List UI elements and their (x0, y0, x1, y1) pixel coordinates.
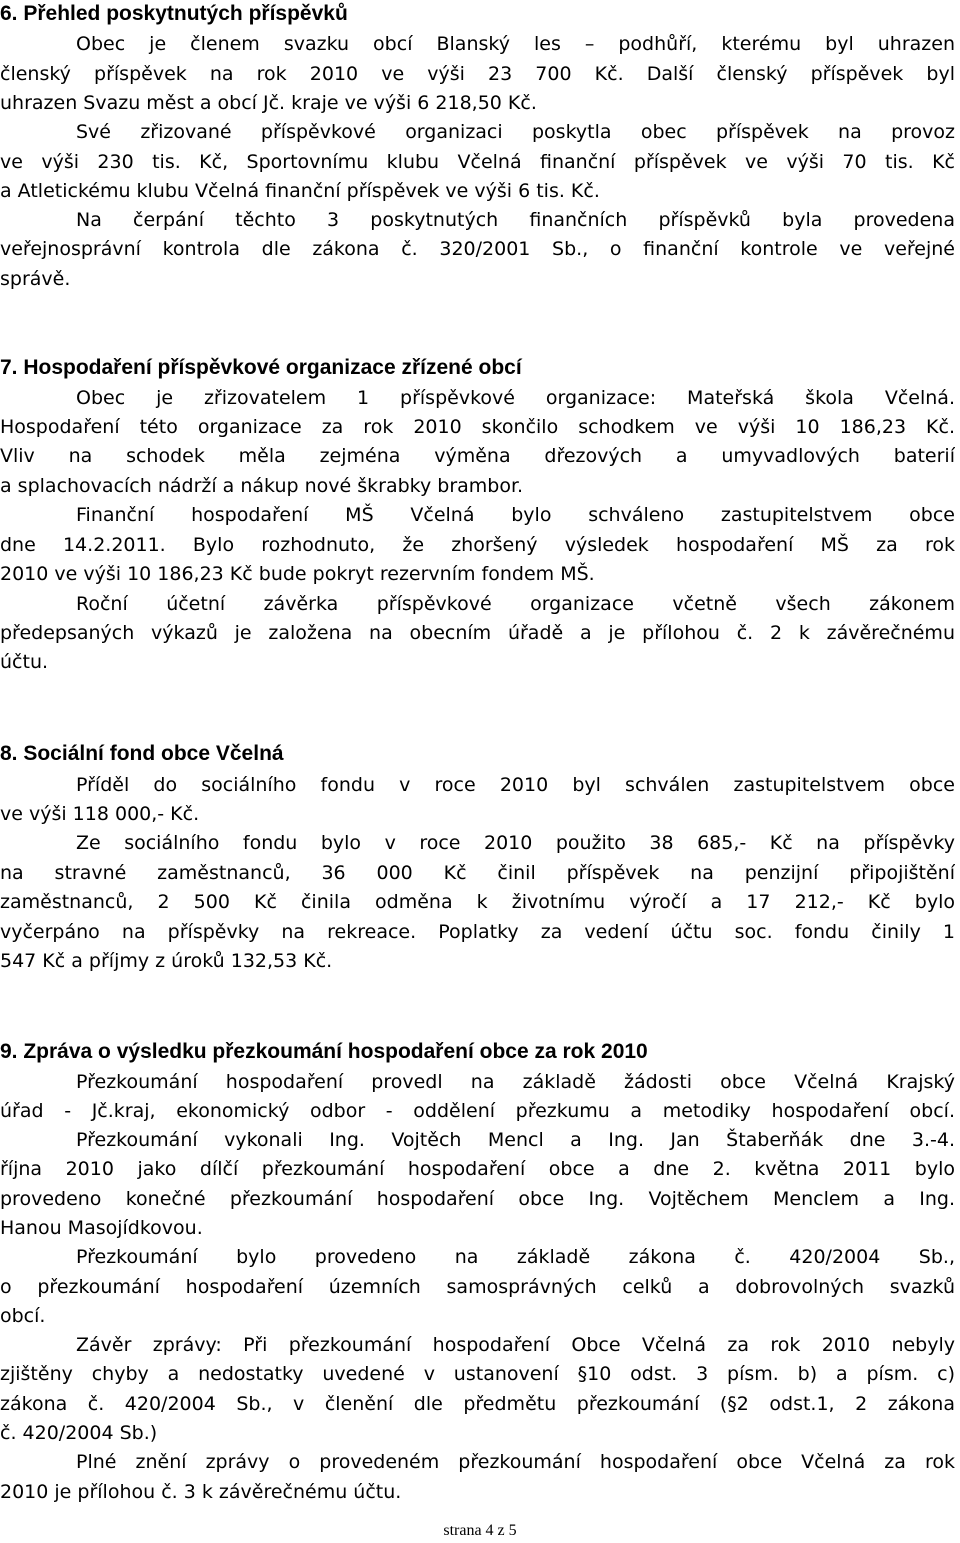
section-6-line: veřejnosprávní kontrola dle zákona č. 320/2001 Sb., o finanční kontrole ve veřejné (0, 238, 955, 260)
section-9-line: úřad - Jč.kraj, ekonomický odbor - oddělení přezkumu a metodiky hospodaření obcí. (0, 1100, 955, 1122)
section-8-title: 8. Sociální fond obce Včelná (0, 742, 284, 765)
section-9-line: 2010 je přílohou č. 3 k závěrečnému účtu. (0, 1481, 402, 1503)
section-7-line: dne 14.2.2011. Bylo rozhodnuto, že zhoršený výsledek hospodaření MŠ za rok (0, 534, 955, 556)
section-6-title: 6. Přehled poskytnutých příspěvků (0, 2, 348, 25)
section-9-line: Přezkoumání hospodaření provedl na základě žádosti obce Včelná Krajský (76, 1071, 955, 1093)
section-9-line: obcí. (0, 1305, 46, 1327)
section-7-title: 7. Hospodaření příspěvkové organizace zřízené obcí (0, 356, 522, 379)
section-7-line: předepsaných výkazů je založena na obecním úřadě a je přílohou č. 2 k závěrečnému (0, 622, 955, 644)
section-6-line: správě. (0, 268, 71, 290)
section-7-line: Finanční hospodaření MŠ Včelná bylo schváleno zastupitelstvem obce (76, 504, 955, 526)
section-9-line: Přezkoumání vykonali Ing. Vojtěch Mencl a Ing. Jan Štaberňák dne 3.-4. (76, 1129, 955, 1151)
section-6-line: Na čerpání těchto 3 poskytnutých finančních příspěvků byla provedena (76, 209, 955, 231)
section-7-line: Roční účetní závěrka příspěvkové organizace včetně všech zákonem (76, 593, 955, 615)
section-7-line: Obec je zřizovatelem 1 příspěvkové organizace: Mateřská škola Včelná. (76, 387, 955, 409)
section-6-line: ve výši 230 tis. Kč, Sportovnímu klubu Včelná finanční příspěvek ve výši 70 tis. Kč (0, 151, 955, 173)
section-6-line: uhrazen Svazu měst a obcí Jč. kraje ve výši 6 218,50 Kč. (0, 92, 537, 114)
section-8-line: Ze sociálního fondu bylo v roce 2010 použito 38 685,- Kč na příspěvky (76, 832, 955, 854)
section-6-line: a Atletickému klubu Včelná finanční příspěvek ve výši 6 tis. Kč. (0, 180, 600, 202)
section-8-line: na stravné zaměstnanců, 36 000 Kč činil příspěvek na penzijní připojištění (0, 862, 955, 884)
section-7-line: Hospodaření této organizace za rok 2010 skončilo schodkem ve výši 10 186,23 Kč. (0, 416, 955, 438)
section-6-line: Své zřizované příspěvkové organizaci poskytla obec příspěvek na provoz (76, 121, 955, 143)
section-7-line: 2010 ve výši 10 186,23 Kč bude pokryt rezervním fondem MŠ. (0, 563, 595, 585)
section-9-line: zjištěny chyby a nedostatky uvedené v ustanovení §10 odst. 3 písm. b) a písm. c) (0, 1363, 955, 1385)
section-7-line: Vliv na schodek měla zejména výměna dřezových a umyvadlových baterií (0, 445, 955, 467)
section-9-line: Přezkoumání bylo provedeno na základě zákona č. 420/2004 Sb., (76, 1246, 955, 1268)
section-9-line: č. 420/2004 Sb.) (0, 1422, 158, 1444)
section-7-line: účtu. (0, 651, 49, 673)
section-9-line: Závěr zprávy: Při přezkoumání hospodaření Obce Včelná za rok 2010 nebyly (76, 1334, 955, 1356)
section-7-line: a splachovacích nádrží a nákup nové škrabky brambor. (0, 475, 524, 497)
section-8-line: ve výši 118 000,- Kč. (0, 803, 200, 825)
section-6-line: Obec je členem svazku obcí Blanský les – podhůří, kterému byl uhrazen (76, 33, 955, 55)
section-8-line: vyčerpáno na příspěvky na rekreace. Poplatky za vedení účtu soc. fondu činily 1 (0, 921, 955, 943)
section-9-line: zákona č. 420/2004 Sb., v členění dle předmětu přezkoumání (§2 odst.1, 2 zákona (0, 1393, 955, 1415)
section-8-line: Příděl do sociálního fondu v roce 2010 byl schválen zastupitelstvem obce (76, 774, 955, 796)
section-6-line: členský příspěvek na rok 2010 ve výši 23 700 Kč. Další členský příspěvek byl (0, 63, 955, 85)
section-9-line: Plné znění zprávy o provedeném přezkoumání hospodaření obce Včelná za rok (76, 1451, 955, 1473)
section-9-line: provedeno konečné přezkoumání hospodaření obce Ing. Vojtěchem Menclem a Ing. (0, 1188, 955, 1210)
section-9-line: Hanou Masojídkovou. (0, 1217, 203, 1239)
page-number: strana 4 z 5 (443, 1522, 517, 1539)
section-8-line: zaměstnanců, 2 500 Kč činila odměna k životnímu výročí a 17 212,- Kč bylo (0, 891, 955, 913)
section-9-line: o přezkoumání hospodaření územních samosprávných celků a dobrovolných svazků (0, 1276, 955, 1298)
section-9-title: 9. Zpráva o výsledku přezkoumání hospodaření obce za rok 2010 (0, 1040, 648, 1063)
section-9-line: října 2010 jako dílčí přezkoumání hospodaření obce a dne 2. května 2011 bylo (0, 1158, 955, 1180)
section-8-line: 547 Kč a příjmy z úroků 132,53 Kč. (0, 950, 333, 972)
